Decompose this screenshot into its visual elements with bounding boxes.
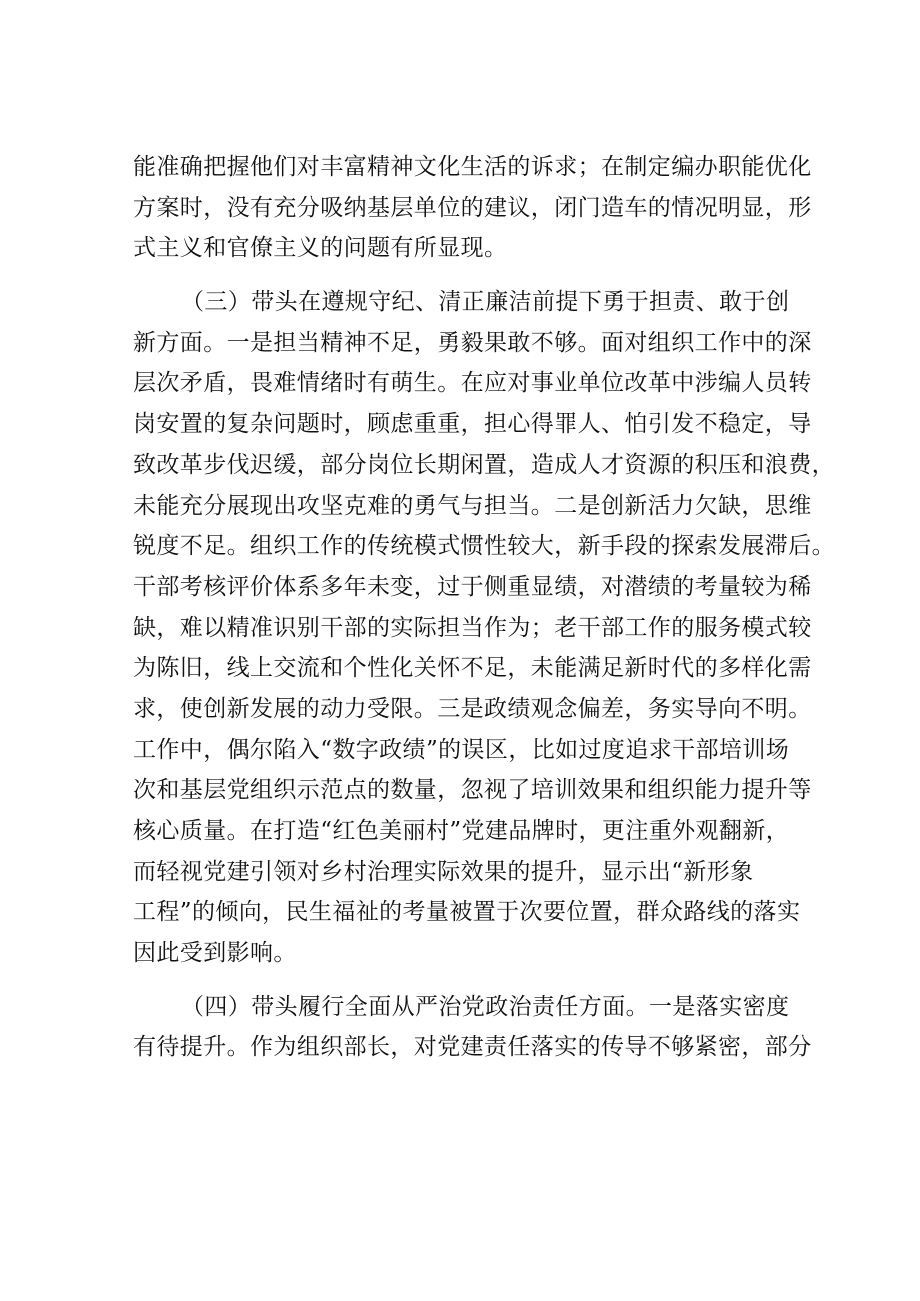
paragraph-line: 新方面。一是担当精神不足，勇毅果敢不够。面对组织工作中的深 — [133, 329, 812, 356]
paragraph-line: 层次矛盾，畏难情绪时有萌生。在应对事业单位改革中涉编人员转 — [133, 370, 812, 397]
paragraph-line: 式主义和官僚主义的问题有所显现。 — [133, 235, 508, 262]
paragraph-3 — [133, 987, 812, 1068]
paragraph-line: 工作中，偶尔陷入“数字政绩”的误区，比如过度追求干部培训场 — [133, 736, 790, 763]
paragraph-line: 干部考核评价体系多年未变，过于侧重显绩，对潜绩的考量较为稀 — [133, 573, 812, 600]
paragraph-line: （三）带头在遵规守纪、清正廉洁前提下勇于担责、敢于创 — [181, 289, 790, 316]
document-body — [133, 147, 835, 1068]
paragraph-line: 缺，难以精准识别干部的实际担当作为；老干部工作的服务模式较 — [133, 614, 812, 641]
paragraph-line: 能准确把握他们对丰富精神文化生活的诉求；在制定编办职能优化 — [133, 154, 812, 180]
paragraph-line: 工程”的倾向，民生福祉的考量被置于次要位置，群众路线的落实 — [133, 899, 801, 926]
paragraph-2 — [133, 282, 835, 974]
paragraph-line: 致改革步伐迟缓，部分岗位长期闲置，造成人才资源的积压和浪费， — [133, 451, 835, 478]
paragraph-line: 未能充分展现出攻坚克难的勇气与担当。二是创新活力欠缺，思维 — [133, 492, 812, 519]
paragraph-1 — [133, 147, 812, 269]
paragraph-line: 核心质量。在打造“红色美丽村”党建品牌时，更注重外观翻新， — [133, 818, 790, 844]
paragraph-line: 而轻视党建引领对乡村治理实际效果的提升，显示出“新形象 — [133, 858, 754, 885]
paragraph-line: 岗安置的复杂问题时，顾虑重重，担心得罪人、怕引发不稳定，导 — [133, 411, 812, 438]
paragraph-line: （四）带头履行全面从严治党政治责任方面。一是落实密度 — [181, 993, 790, 1020]
paragraph-spacer — [133, 269, 800, 282]
paragraph-line: 有待提升。作为组织部长，对党建责任落实的传导不够紧密，部分 — [133, 1034, 812, 1061]
paragraph-line: 锐度不足。组织工作的传统模式惯性较大，新手段的探索发展滞后。 — [133, 533, 835, 560]
paragraph-line: 因此受到影响。 — [133, 940, 297, 967]
paragraph-line: 次和基层党组织示范点的数量，忽视了培训效果和组织能力提升等 — [133, 777, 812, 804]
paragraph-line: 求，使创新发展的动力受限。三是政绩观念偏差，务实导向不明。 — [133, 695, 812, 722]
paragraph-line: 为陈旧，线上交流和个性化关怀不足，未能满足新时代的多样化需 — [133, 655, 812, 682]
paragraph-spacer — [133, 974, 800, 987]
paragraph-line: 方案时，没有充分吸纳基层单位的建议，闭门造车的情况明显，形 — [133, 194, 812, 221]
